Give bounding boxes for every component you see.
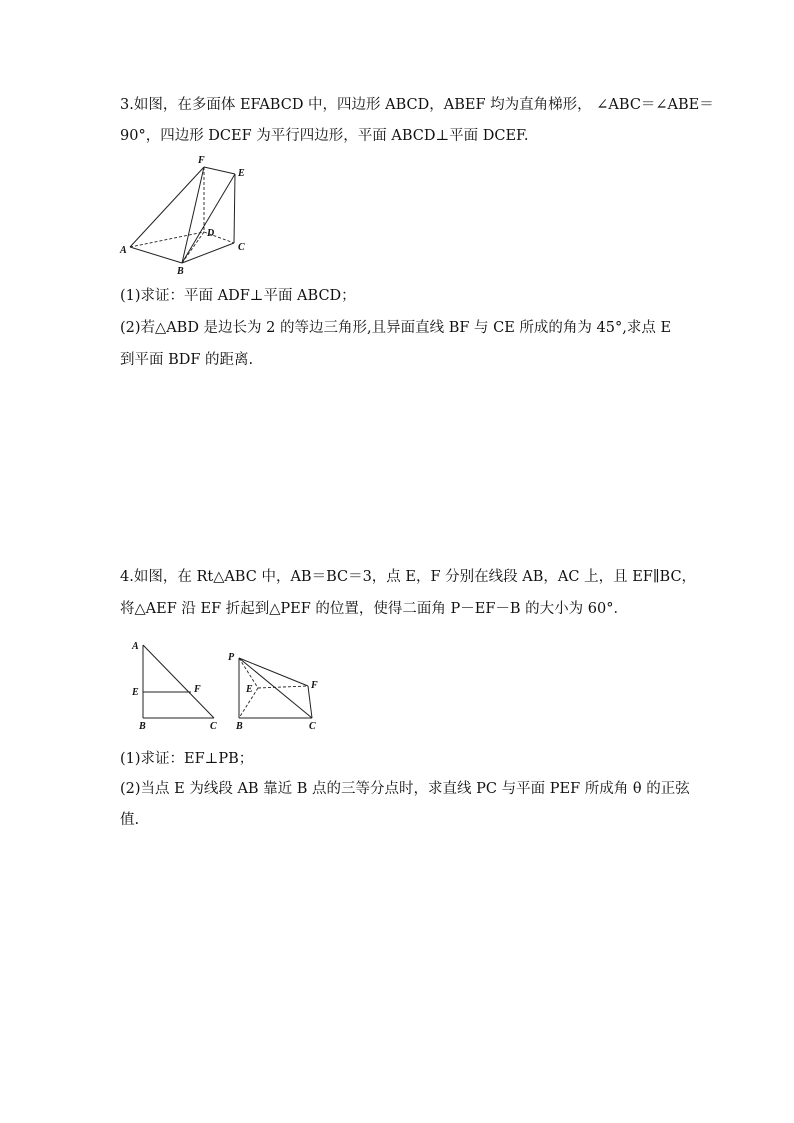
label-A: A xyxy=(132,641,139,652)
edge-EC xyxy=(234,174,235,243)
label-F: F xyxy=(198,155,205,166)
problem3-statement-line2: 90°，四边形 DCEF 为平行四边形，平面 ABCD⊥平面 DCEF. xyxy=(120,128,529,144)
segment-PF xyxy=(239,658,308,686)
label-B: B xyxy=(177,266,184,277)
label-E: E xyxy=(132,687,139,698)
segment-AC xyxy=(143,645,214,718)
label-C: C xyxy=(238,242,245,253)
edge-AB xyxy=(130,247,182,263)
edge-BC xyxy=(182,243,234,263)
label-B: B xyxy=(139,721,146,732)
problem4-folded-figure xyxy=(226,646,330,736)
label-B: B xyxy=(236,721,243,732)
problem3-statement-line1: 3.如图，在多面体 EFABCD 中，四边形 ABCD，ABEF 均为直角梯形， ∠ABC＝∠ABE＝ xyxy=(120,97,714,113)
label-P: P xyxy=(228,652,235,663)
problem4-question2-line2: 值. xyxy=(120,812,140,828)
label-A: A xyxy=(120,245,127,256)
edge-FE xyxy=(204,167,235,174)
problem3-question2-line1: (2)若△ABD 是边长为 2 的等边三角形,且异面直线 BF 与 CE 所成的角为 45°,求点 E xyxy=(120,320,672,336)
problem4-statement-line1: 4.如图，在 Rt△ABC 中，AB＝BC＝3，点 E，F 分别在线段 AB，AC 上，且 EF∥BC， xyxy=(120,569,697,585)
problem4-question1: (1)求证：EF⊥PB； xyxy=(120,751,254,767)
edge-BF xyxy=(182,167,204,263)
segment-EF-hidden xyxy=(258,686,308,688)
label-D: D xyxy=(207,228,215,239)
problem3-polyhedron-figure xyxy=(112,150,272,280)
label-C: C xyxy=(309,721,316,732)
edge-BE xyxy=(182,174,235,263)
label-E: E xyxy=(238,168,245,179)
label-E: E xyxy=(246,684,253,695)
edge-AF xyxy=(130,167,204,247)
problem4-question2-line1: (2)当点 E 为线段 AB 靠近 B 点的三等分点时，求直线 PC 与平面 PEF 所成角 θ 的正弦 xyxy=(120,781,690,797)
label-F: F xyxy=(194,684,201,695)
problem3-question1: (1)求证：平面 ADF⊥平面 ABCD； xyxy=(120,288,356,304)
problem4-triangle-figure xyxy=(126,636,226,736)
label-C: C xyxy=(210,721,217,732)
problem4-statement-line2: 将△AEF 沿 EF 折起到△PEF 的位置，使得二面角 P－EF－B 的大小为 60°． xyxy=(120,601,628,617)
problem3-question2-line2: 到平面 BDF 的距离. xyxy=(120,352,254,368)
label-F: F xyxy=(311,680,318,691)
